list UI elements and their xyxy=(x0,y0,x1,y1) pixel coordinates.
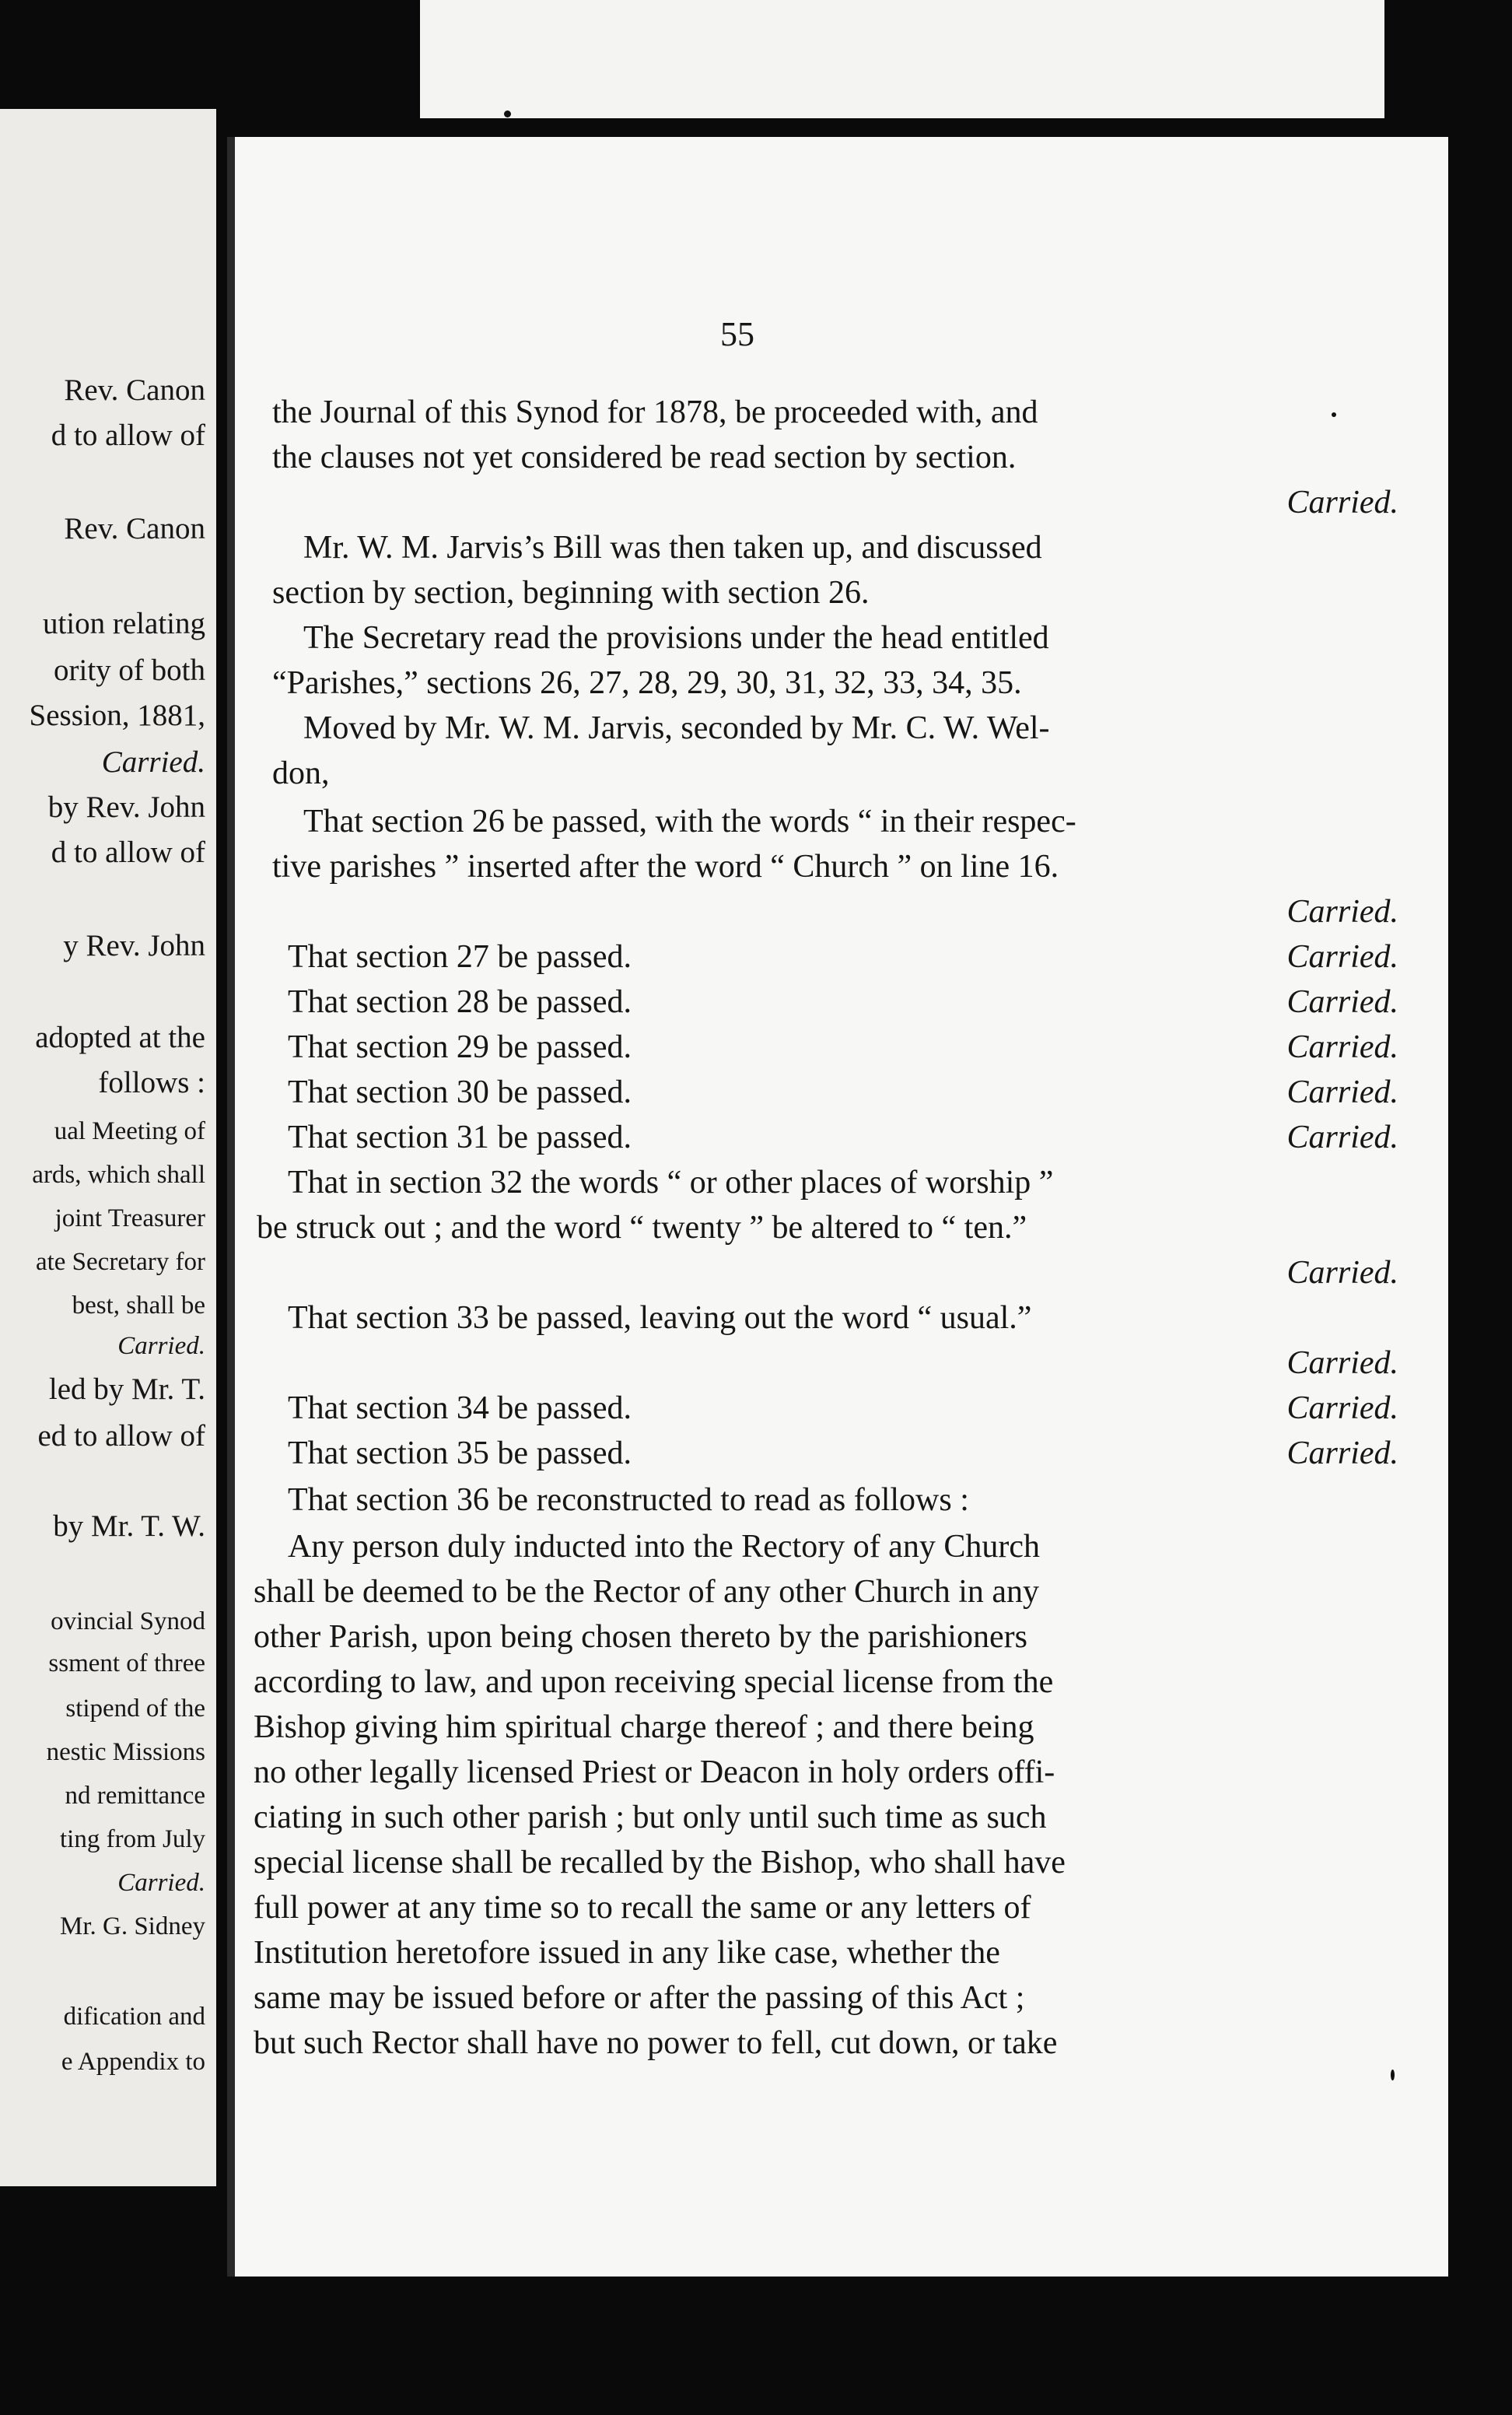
left-line: Carried. xyxy=(117,1332,205,1360)
carried-label: Carried. xyxy=(1286,1120,1398,1155)
left-line: nestic Missions xyxy=(46,1738,205,1766)
body-line: That section 31 be passed. xyxy=(288,1120,632,1155)
body-line: according to law, and upon receiving special license from the xyxy=(254,1664,1054,1700)
body-line: same may be issued before or after the passing of this Act ; xyxy=(254,1980,1025,2016)
body-line: Bishop giving him spiritual charge thereof ; and there being xyxy=(254,1709,1034,1745)
left-line: ority of both xyxy=(54,654,205,687)
left-line: y Rev. John xyxy=(63,929,205,962)
dust-speck xyxy=(1391,2070,1395,2080)
left-line: ution relating xyxy=(42,607,205,640)
left-line: ed to allow of xyxy=(37,1419,205,1453)
body-line: That section 35 be passed. xyxy=(288,1435,632,1471)
body-line: other Parish, upon being chosen thereto by the parishioners xyxy=(254,1619,1027,1655)
body-line: be struck out ; and the word “ twenty ” be altered to “ ten.” xyxy=(257,1210,1027,1246)
carried-label: Carried. xyxy=(1286,485,1398,521)
body-line: That in section 32 the words “ or other places of worship ” xyxy=(288,1165,1054,1200)
body-line: That section 27 be passed. xyxy=(288,939,632,975)
body-line: That section 36 be reconstructed to read as follows : xyxy=(288,1482,969,1518)
left-line: d to allow of xyxy=(51,419,205,452)
body-line: the clauses not yet considered be read section by section. xyxy=(272,440,1017,475)
body-line: ciating in such other parish ; but only until such time as such xyxy=(254,1800,1047,1835)
left-line: by Rev. John xyxy=(47,790,205,824)
page-number: 55 xyxy=(720,315,754,353)
left-line: Rev. Canon xyxy=(64,373,205,407)
carried-label: Carried. xyxy=(1286,1435,1398,1471)
left-line: adopted at the xyxy=(35,1021,205,1054)
left-line: Rev. Canon xyxy=(64,512,205,545)
left-line: ovincial Synod xyxy=(51,1607,205,1635)
left-line: ual Meeting of xyxy=(54,1117,205,1145)
left-line: dification and xyxy=(63,2003,205,2031)
body-line: That section 30 be passed. xyxy=(288,1074,632,1110)
left-line: joint Treasurer xyxy=(54,1204,205,1232)
body-line: Mr. W. M. Jarvis’s Bill was then taken up, and discussed xyxy=(303,530,1042,566)
facing-page-left xyxy=(0,109,216,2186)
left-line: ting from July xyxy=(60,1825,205,1853)
carried-label: Carried. xyxy=(1286,984,1398,1020)
body-line: shall be deemed to be the Rector of any other Church in any xyxy=(254,1574,1040,1610)
left-line: e Appendix to xyxy=(61,2048,205,2076)
left-line: best, shall be xyxy=(72,1292,205,1320)
main-page xyxy=(227,137,1448,2277)
left-line: d to allow of xyxy=(51,836,205,869)
carried-label: Carried. xyxy=(1286,1074,1398,1110)
body-line: That section 28 be passed. xyxy=(288,984,632,1020)
body-line: “Parishes,” sections 26, 27, 28, 29, 30, 31, 32, 33, 34, 35. xyxy=(272,665,1022,701)
carried-label: Carried. xyxy=(1286,1345,1398,1381)
carried-label: Carried. xyxy=(1286,1390,1398,1426)
carried-label: Carried. xyxy=(1286,894,1398,930)
left-line: stipend of the xyxy=(65,1695,205,1723)
page-edge-strip xyxy=(420,0,1384,118)
left-line: Carried. xyxy=(117,1869,205,1897)
body-line: Any person duly inducted into the Rectory of any Church xyxy=(288,1529,1040,1565)
body-line: Moved by Mr. W. M. Jarvis, seconded by Mr. C. W. Wel- xyxy=(303,710,1050,746)
body-line: full power at any time so to recall the same or any letters of xyxy=(254,1890,1031,1926)
body-line: That section 26 be passed, with the words “ in their respec- xyxy=(303,804,1076,839)
carried-label: Carried. xyxy=(1286,1029,1398,1065)
left-line: Session, 1881, xyxy=(29,699,205,732)
left-line: follows : xyxy=(98,1066,205,1099)
left-line: ate Secretary for xyxy=(35,1248,205,1276)
left-line: ssment of three xyxy=(48,1649,205,1677)
carried-label: Carried. xyxy=(1286,939,1398,975)
dust-speck xyxy=(1332,412,1336,417)
left-line: Carried. xyxy=(101,745,205,779)
body-line: That section 34 be passed. xyxy=(288,1390,632,1426)
body-line: no other legally licensed Priest or Deacon in holy orders offi- xyxy=(254,1754,1055,1790)
left-line: ards, which shall xyxy=(32,1161,205,1189)
left-line: led by Mr. T. xyxy=(48,1372,205,1406)
body-line: tive parishes ” inserted after the word “ Church ” on line 16. xyxy=(272,849,1059,885)
carried-label: Carried. xyxy=(1286,1255,1398,1291)
body-line: don, xyxy=(272,755,330,791)
body-line: That section 33 be passed, leaving out the word “ usual.” xyxy=(288,1300,1032,1336)
scan-border xyxy=(0,0,436,118)
body-line: That section 29 be passed. xyxy=(288,1029,632,1065)
body-line: The Secretary read the provisions under the head entitled xyxy=(303,620,1049,656)
dust-speck xyxy=(504,110,511,117)
left-line: nd remittance xyxy=(65,1782,205,1810)
body-line: Institution heretofore issued in any like case, whether the xyxy=(254,1935,1000,1971)
body-line: section by section, beginning with section 26. xyxy=(272,575,870,611)
body-line: but such Rector shall have no power to fell, cut down, or take xyxy=(254,2025,1058,2061)
left-line: by Mr. T. W. xyxy=(53,1509,205,1543)
left-line: Mr. G. Sidney xyxy=(59,1912,205,1940)
body-line: the Journal of this Synod for 1878, be proceeded with, and xyxy=(272,394,1038,430)
body-line: special license shall be recalled by the Bishop, who shall have xyxy=(254,1845,1066,1880)
